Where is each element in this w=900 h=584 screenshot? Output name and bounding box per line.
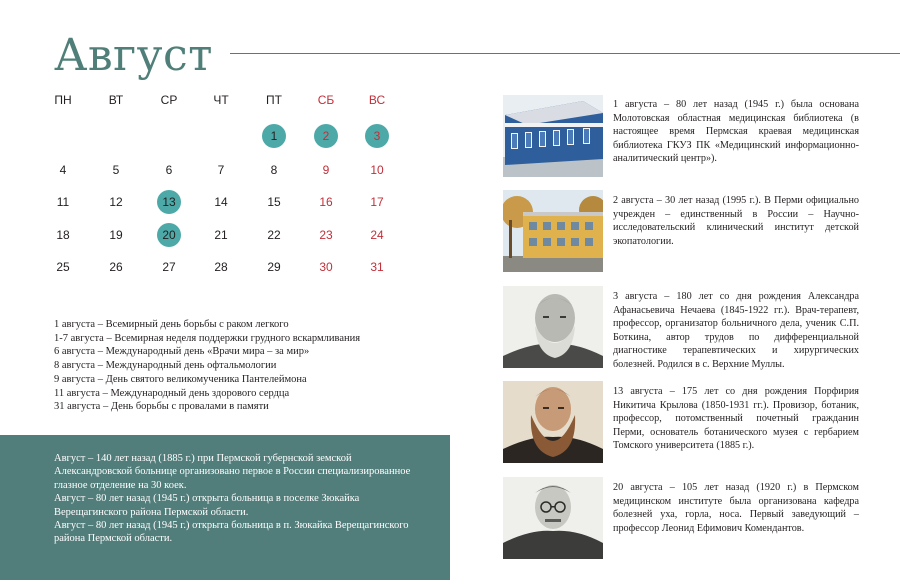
calendar-day: 16 (319, 195, 333, 209)
calendar-day-highlighted: 2 (314, 124, 338, 148)
calendar-day: 29 (267, 260, 281, 274)
portrait-krylov-image (503, 381, 603, 463)
calendar-day-highlighted: 13 (157, 190, 181, 214)
anniversary-text: Август – 140 лет назад (1885 г.) при Пермской губернской земской Александровской больнице организовано первое в России специализированное глазное отделение на 30 коек. (54, 453, 411, 491)
title-divider (230, 53, 900, 54)
blue-library-building-image (503, 95, 603, 177)
portrait-nechaev-image (503, 286, 603, 368)
institute-building-image (503, 190, 603, 272)
portrait-komendantov-image (503, 477, 603, 559)
calendar-day: 21 (214, 228, 228, 242)
holiday-list (54, 318, 360, 414)
calendar-day: 18 (56, 228, 70, 242)
calendar-day: 6 (165, 163, 173, 177)
calendar-day: 8 (270, 163, 278, 177)
weekday-label: ВС (368, 93, 386, 107)
calendar-day: 28 (214, 260, 228, 274)
weekday-label: СБ (317, 93, 335, 107)
calendar-day: 17 (370, 195, 384, 209)
calendar-day: 22 (267, 228, 281, 242)
calendar-day: 10 (370, 163, 384, 177)
calendar-day: 30 (319, 260, 333, 274)
entry-text: 1 августа – 80 лет назад (1945 г.) была основана Молотовская областная медицинская библиотека (в настоящее время Пермская краевая медицинская библиотека ГКУЗ ПК «Медицинский информационно-аналитический центр»). (613, 99, 859, 165)
calendar-day: 9 (322, 163, 330, 177)
holiday-item: 9 августа – День святого великомученика Пантелеймона (54, 373, 307, 385)
calendar-day: 12 (109, 195, 123, 209)
weekday-label: СР (160, 93, 178, 107)
calendar-day-highlighted: 3 (365, 124, 389, 148)
calendar-day: 14 (214, 195, 228, 209)
anniversary-panel (0, 435, 450, 580)
holiday-item: 1-7 августа – Всемирная неделя поддержки грудного вскармливания (54, 332, 361, 344)
entry-text: 13 августа – 175 лет со дня рождения Порфирия Никитича Крылова (1850-1931 гг.). Провизор, ботаник, профессор, потомственный почетный гражданин Перми, основатель ботанического музея с гербарием Томского университета (1885 г.). (613, 386, 859, 452)
weekday-label: ПТ (266, 93, 282, 107)
entry-text: 2 августа – 30 лет назад (1995 г.). В Перми официально учрежден – единственный в России – Научно-исследовательский клинический институт детской экопатологии. (613, 195, 859, 247)
calendar-day: 15 (267, 195, 281, 209)
calendar-day: 23 (319, 228, 333, 242)
holiday-item: 6 августа – Международный день «Врачи мира – за мир» (54, 346, 310, 358)
calendar-day: 31 (370, 260, 384, 274)
weekday-label: ВТ (108, 93, 124, 107)
calendar-day: 27 (162, 260, 176, 274)
calendar-day: 11 (56, 195, 70, 209)
holiday-item: 8 августа – Международный день офтальмологии (54, 360, 277, 372)
month-title: Август (54, 30, 214, 81)
calendar-day-highlighted: 1 (262, 124, 286, 148)
holiday-item: 1 августа – Всемирный день борьбы с раком легкого (54, 319, 289, 330)
calendar-day: 5 (112, 163, 120, 177)
calendar-day-highlighted: 20 (157, 223, 181, 247)
entry-text: 3 августа – 180 лет со дня рождения Александра Афанасьевича Нечаева (1845-1922 гг.). Врач-терапевт, профессор, организатор больничного дела, ученик С.П. Боткина, автор трудов по дифференциальной диагностике терапевтических и хирургических болезней. Родился в с. Верхние Муллы. (613, 291, 859, 370)
weekday-label: ПН (54, 93, 72, 107)
calendar-day: 26 (109, 260, 123, 274)
anniversary-text: Август – 80 лет назад (1945 г.) открыта больница в п. Зюкайка Верещагинского района Пермской области. (54, 520, 409, 545)
anniversary-text: Август – 80 лет назад (1945 г.) открыта больница в поселке Зюкайка Верещагинского района Пермской области. (54, 493, 360, 518)
calendar-day: 25 (56, 260, 70, 274)
calendar-day: 24 (370, 228, 384, 242)
calendar-day: 19 (109, 228, 123, 242)
weekday-label: ЧТ (213, 93, 229, 107)
entry-text: 20 августа – 105 лет назад (1920 г.) в Пермском медицинском институте была организована кафедра болезней уха, горла, носа. Первый заведующий – профессор Леонид Ефимович Комендантов. (613, 482, 859, 534)
holiday-item: 31 августа – День борьбы с провалами в памяти (54, 401, 269, 413)
calendar-day: 4 (59, 163, 67, 177)
calendar-day: 7 (217, 163, 225, 177)
holiday-item: 11 августа – Международный день здорового сердца (54, 387, 290, 399)
